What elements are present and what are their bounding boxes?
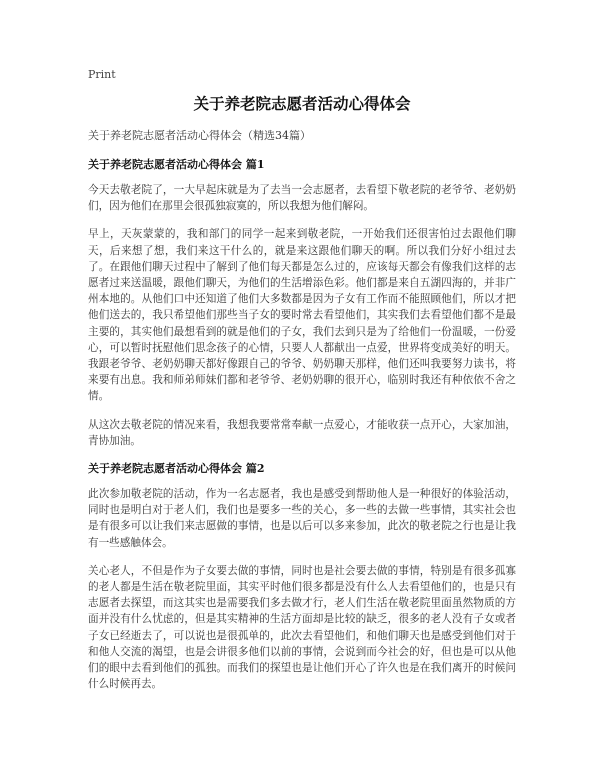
section-1-paragraph-1: 今天去敬老院了，一大早起床就是为了去当一会志愿者，去看望下敬老院的老爷爷、老奶奶们，因为他们在那里会很孤独寂寞的，所以我想为他们解闷。 xyxy=(88,184,516,213)
document-page xyxy=(88,68,516,704)
section-1-heading: 关于养老院志愿者活动心得体会 篇1 xyxy=(88,158,265,171)
print-label[interactable]: Print xyxy=(88,68,116,81)
section-2-paragraph-1: 此次参加敬老院的活动，作为一名志愿者，我也是感受到帮助他人是一种很好的体验活动，同时也是明白对于老人们，我们也是要多一些的关心，多一些的去做一些事情，其实社会也是有很多可以让我们来志愿做的事情，也是以后可以多来参加，此次的敬老院之行也是让我有一些感触体会。 xyxy=(88,488,516,549)
section-2-heading: 关于养老院志愿者活动心得体会 篇2 xyxy=(88,462,265,476)
document-title: 关于养老院志愿者活动心得体会 xyxy=(193,94,411,113)
section-2-paragraph-2: 关心老人，不但是作为子女要去做的事情，同时也是社会要去做的事情，特别是有很多孤寡的老人都是生活在敬老院里面，其实平时他们很多都是没有什么人去看望他们的，也是只有志愿者去探望，而这其实也是需要我们多去做才行，老人们生活在敬老院里面虽然物质的方面并没有什么忧虑的，但是其实精神的生活方面却是比较的缺乏，很多的老人没有子女或者子女已经逝去了，可以说也是很孤单的，此次去看望他们，和他们聊天也是感受到他们对于和他人交流的渴望，也是会讲很多他们以前的事情，会说到而今社会的好，但也是可以从他们的眼中去看到他们的孤独。而我们的探望也是让他们开心了许久也是在我们离开的时候问什么时候再去。 xyxy=(88,564,516,691)
document-subtitle: 关于养老院志愿者活动心得体会（精选34篇） xyxy=(88,129,311,142)
section-1-paragraph-3: 从这次去敬老院的情况来看，我想我要常常奉献一点爱心，才能收获一点开心，大家加油，青协加油。 xyxy=(88,418,516,447)
section-1-paragraph-2: 早上，天灰蒙蒙的，我和部门的同学一起来到敬老院，一开始我们还很害怕过去跟他们聊天，后来想了想，我们来这干什么的，就是来这跟他们聊天的啊。所以我们分好小组过去了。在跟他们聊天过程中了解到了他们每天都是怎么过的，应该每天都会有像我们这样的志愿者过来送温暖，跟他们聊天，为他们的生活增添色彩。他们都是来自五湖四海的，并非广州本地的。从他们口中还知道了他们大多数都是因为子女有工作而不能照顾他们，所以才把他们送去的，我只希望他们那些当子女的要时常去看望他们，其实我们去看望他们都不是最主要的，其实他们最想看到的就是他们的子女，我们去到只是为了给他们一份温暖，一份爱心，可以暂时抚慰他们思念孩子的心情，只要人人都献出一点爱，世界将变成美好的明天。我跟老爷爷、老奶奶聊天都好像跟自己的爷爷、奶奶聊天那样，他们还叫我要努力读书，将来要有出息。我和师弟师妹们都和老爷爷、老奶奶聊的很开心，临别时我还有种依依不舍之情。 xyxy=(88,228,516,403)
